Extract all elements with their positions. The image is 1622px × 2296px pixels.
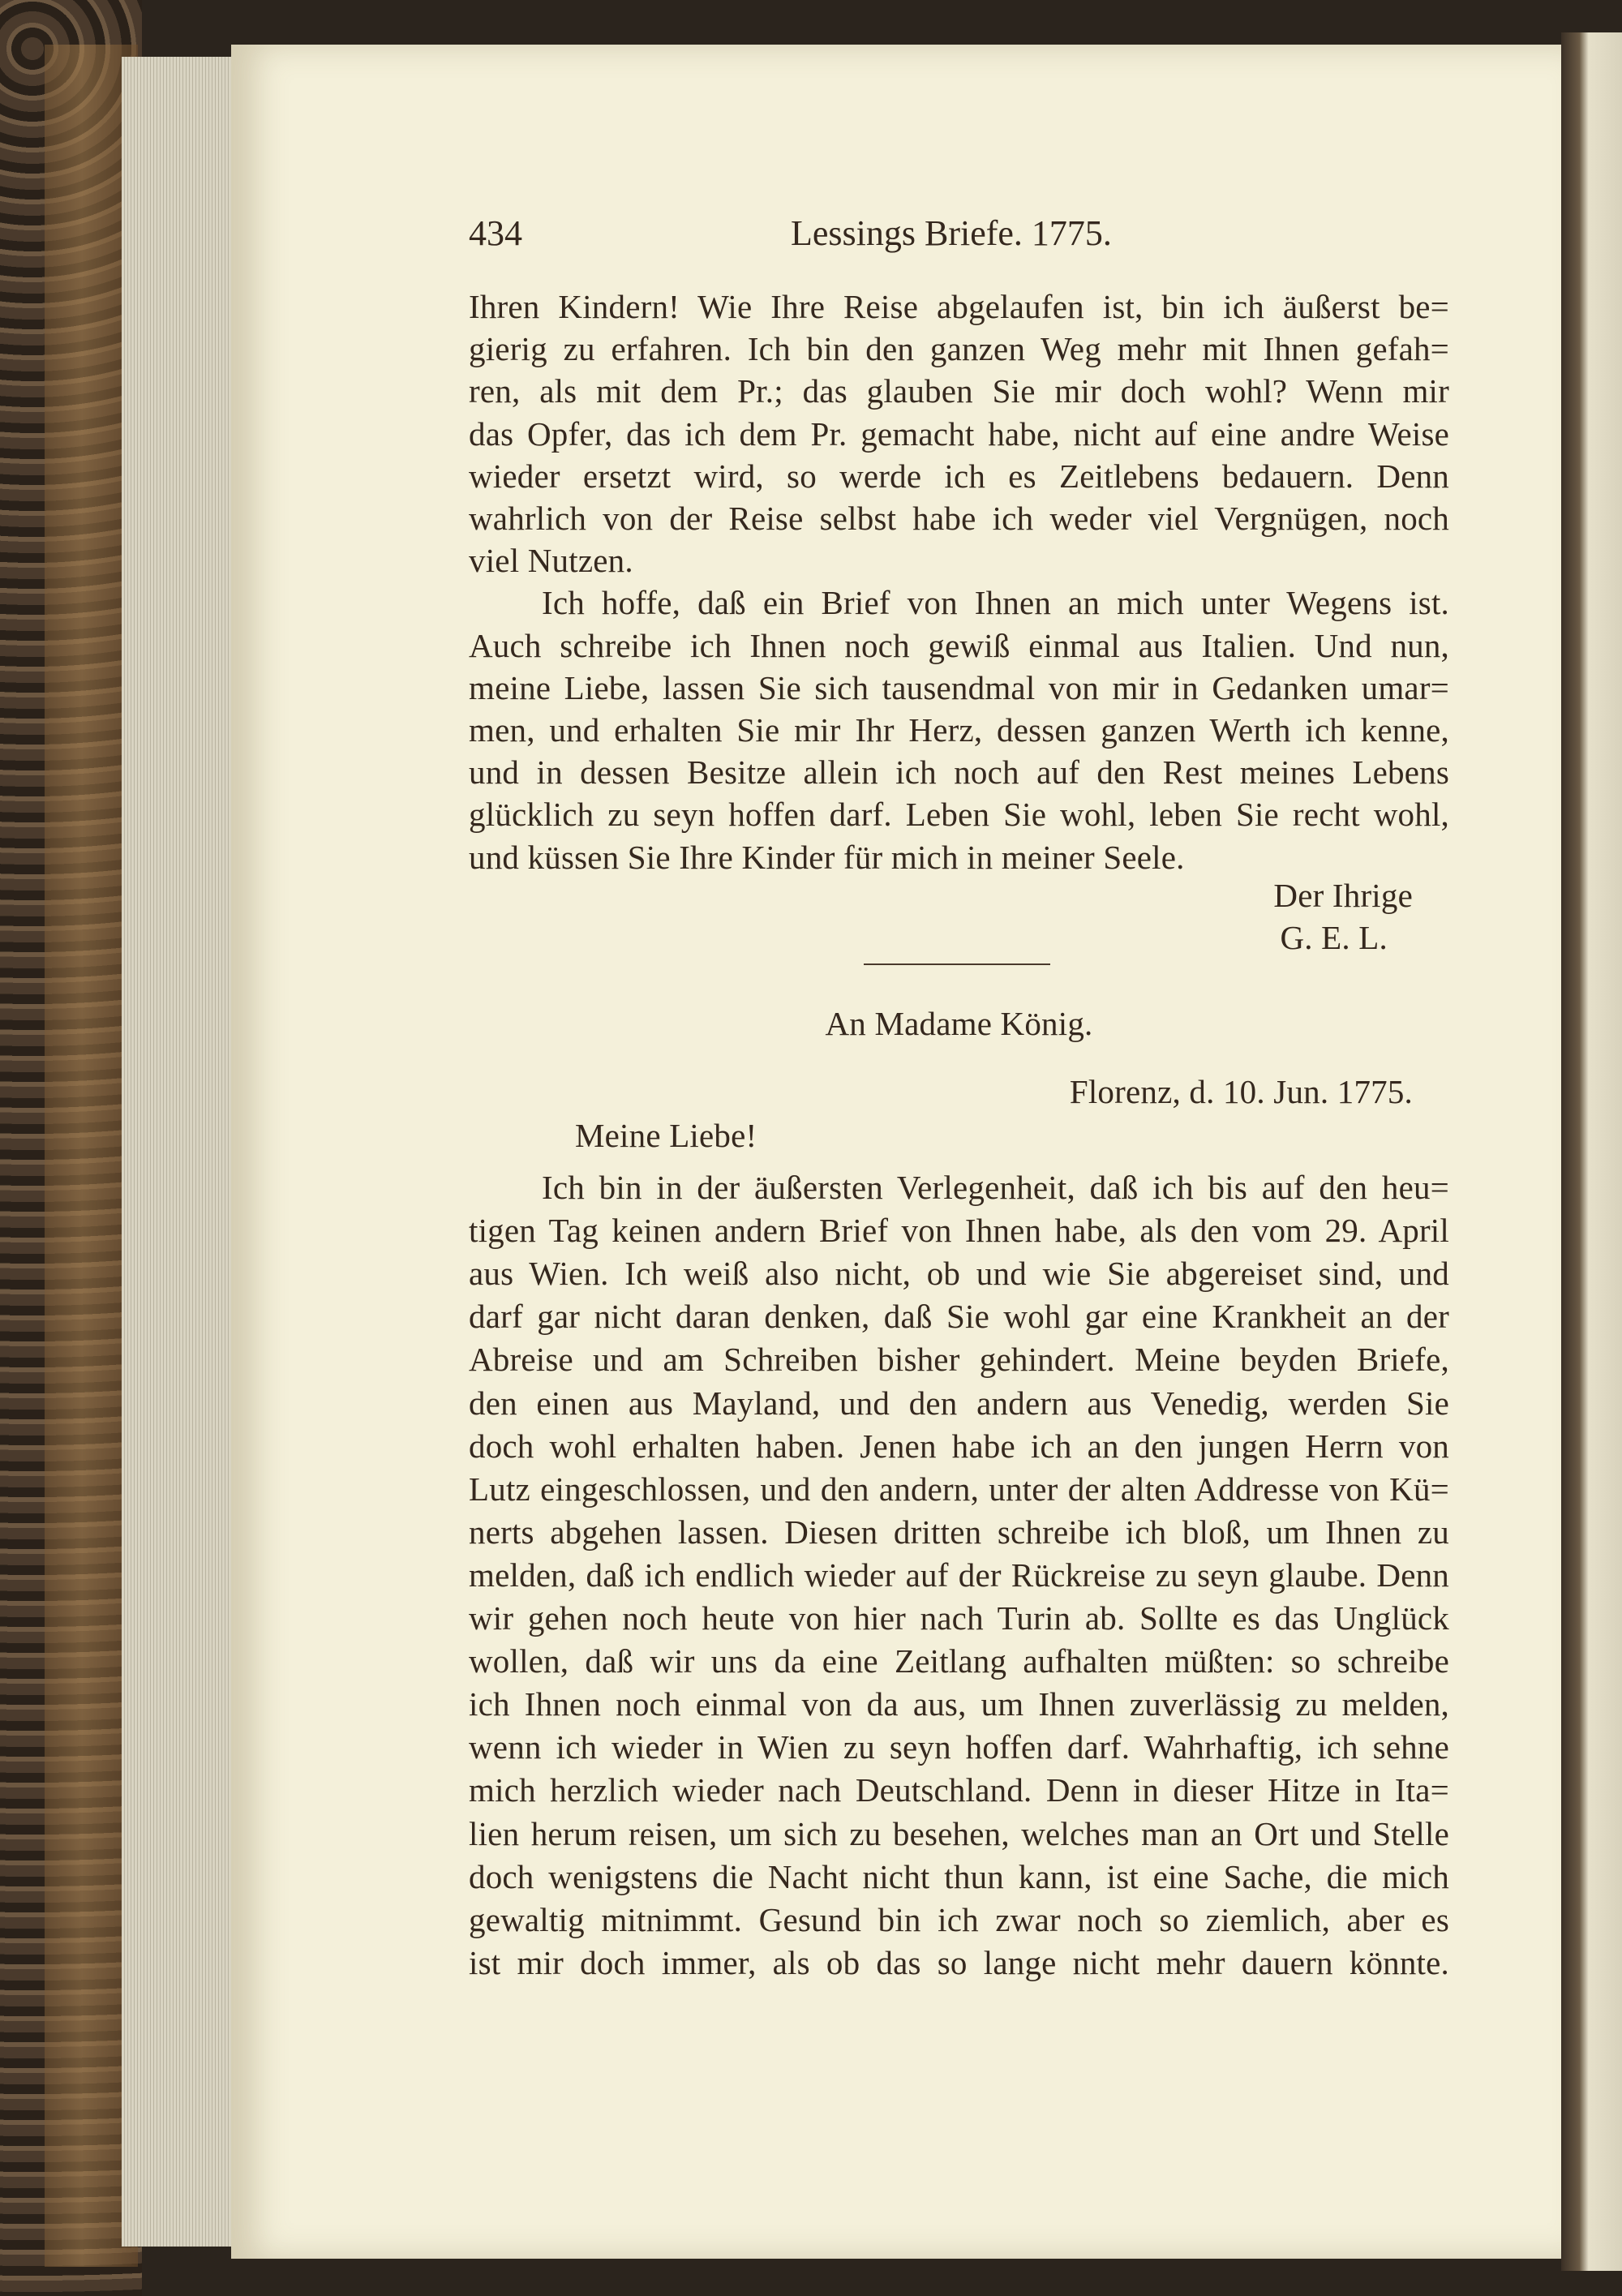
page-edges [122,57,235,2247]
facing-page-edge [1561,32,1622,2271]
text-line: wieder ersetzt wird, so werde ich es Zeitlebens bedauern. Denn [469,457,1449,495]
text-line: Ich bin in der äußersten Verlegenheit, daß ich bis auf den heu= [542,1169,1449,1206]
text-line: den einen aus Mayland, und den andern aus Venedig, werden Sie [469,1384,1449,1422]
text-line: ist mir doch immer, als ob das so lange nicht mehr dauern könnte. [469,1943,1449,1981]
text-line: wahrlich von der Reise selbst habe ich weder viel Vergnügen, noch [469,500,1449,537]
text-line: Auch schreibe ich Ihnen noch gewiß einmal aus Italien. Und nun, [469,626,1449,664]
letter-signature: G. E. L. [1280,919,1388,956]
text-line: mich herzlich wieder nach Deutschland. Denn in dieser Hitze in Ita= [469,1771,1449,1809]
text-line: lien herum reisen, um sich zu besehen, welches man an Ort und Stelle [469,1814,1449,1852]
text-line: melden, daß ich endlich wieder auf der Rückreise zu seyn glaube. Denn [469,1556,1449,1594]
text-line: Ihren Kindern! Wie Ihre Reise abgelaufen ist, bin ich äußerst be= [469,288,1449,325]
letter-heading: An Madame König. [825,1005,1093,1042]
running-title: Lessings Briefe. 1775. [791,213,1112,253]
text-line: glücklich zu seyn hoffen darf. Leben Sie wohl, leben Sie recht wohl, [469,796,1449,834]
letter-salutation: Meine Liebe! [575,1117,757,1154]
text-line: darf gar nicht daran denken, daß Sie wohl gar eine Krankheit an der [469,1298,1449,1336]
text-line: ren, als mit dem Pr.; das glauben Sie mir doch wohl? Wenn mir [469,372,1449,410]
text-line: meine Liebe, lassen Sie sich tausendmal von mir in Gedanken umar= [469,668,1449,706]
text-line: tigen Tag keinen andern Brief von Ihnen habe, als den vom 29. April [469,1212,1449,1250]
text-line: Lutz eingeschlossen, und den andern, unter der alten Addresse von Kü= [469,1470,1449,1508]
text-line: aus Wien. Ich weiß also nicht, ob und wie Sie abgereiset sind, und [469,1255,1449,1293]
text-line: wenn ich wieder in Wien zu seyn hoffen darf. Wahrhaftig, ich sehne [469,1728,1449,1766]
text-line: wir gehen noch heute von hier nach Turin ab. Sollte es das Unglück [469,1599,1449,1637]
letter-dateline: Florenz, d. 10. Jun. 1775. [1069,1073,1413,1110]
text-line: nerts abgehen lassen. Diesen dritten schreibe ich bloß, um Ihnen zu [469,1513,1449,1551]
text-line: gewaltig mitnimmt. Gesund bin ich zwar noch so ziemlich, aber es [469,1900,1449,1938]
text-line: ich Ihnen noch einmal von da aus, um Ihnen zuverlässig zu melden, [469,1685,1449,1723]
text-line: Abreise und am Schreiben bisher gehindert. Meine beyden Briefe, [469,1341,1449,1379]
text-line: doch wenigstens die Nacht nicht thun kann, ist eine Sache, die mich [469,1857,1449,1895]
text-line: wollen, daß wir uns da eine Zeitlang aufhalten müßten: so schreibe [469,1642,1449,1680]
text-line: viel Nutzen. [469,542,633,580]
text-line: doch wohl erhalten haben. Jenen habe ich an den jungen Herrn von [469,1427,1449,1465]
text-line: gierig zu erfahren. Ich bin den ganzen Weg mehr mit Ihnen gefah= [469,330,1449,368]
section-divider [864,963,1050,965]
text-line: und küssen Sie Ihre Kinder für mich in meiner Seele. [469,838,1185,876]
text-line: und in dessen Besitze allein ich noch auf den Rest meines Lebens [469,753,1449,792]
text-line: men, und erhalten Sie mir Ihr Herz, dessen ganzen Werth ich kenne, [469,711,1449,749]
page-number: 434 [469,213,522,253]
text-line: Ich hoffe, daß ein Brief von Ihnen an mich unter Wegens ist. [542,584,1449,622]
letter-closing: Der Ihrige [1273,877,1413,914]
text-line: das Opfer, das ich dem Pr. gemacht habe, nicht auf eine andre Weise [469,414,1449,453]
